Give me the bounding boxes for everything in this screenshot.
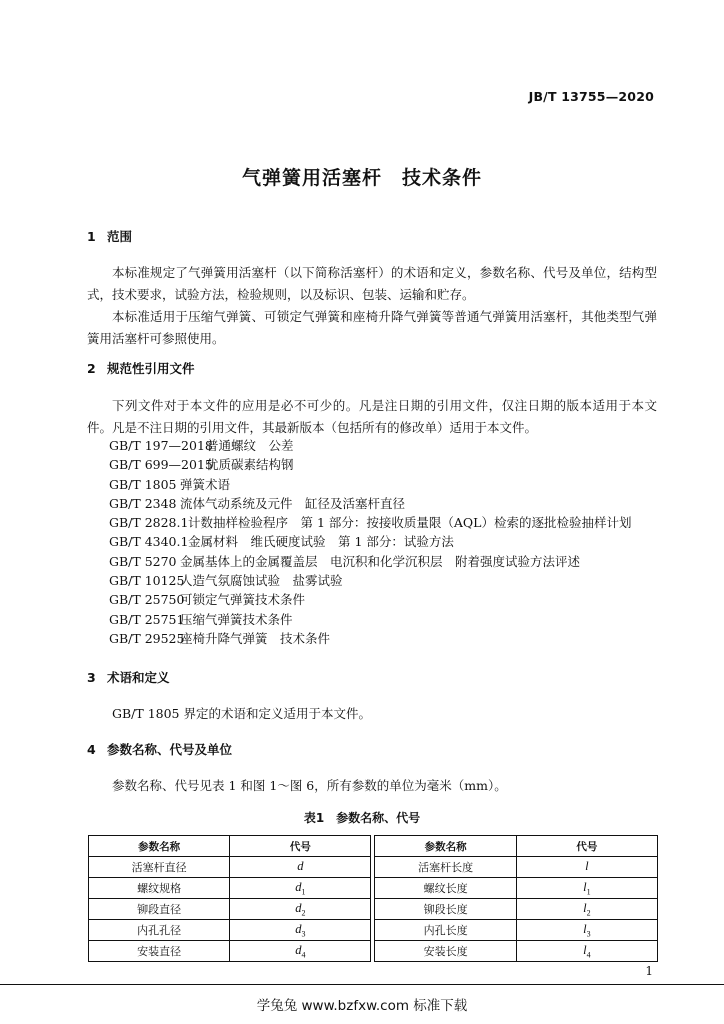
parameter-name: 活塞杆长度 (375, 857, 516, 878)
reference-item (109, 455, 631, 474)
table-caption: 表1 参数名称、代号 (303, 811, 421, 825)
parameter-name: 螺纹长度 (375, 878, 516, 899)
parameter-symbol: $d_1$ (230, 878, 371, 899)
reference-item (109, 494, 631, 513)
reference-code: GB/T 2348 (109, 495, 177, 511)
section-heading-normative-references (87, 359, 195, 377)
parameter-symbol: $d_3$ (230, 920, 371, 941)
section-number: 3 (87, 670, 96, 685)
reference-code: GB/T 2828.1 (109, 515, 189, 531)
reference-title: 普通螺纹 公差 (206, 438, 294, 453)
parameter-name: 内孔孔径 (89, 920, 230, 941)
parameter-symbol: d (230, 857, 371, 878)
reference-title: 可锁定气弹簧技术条件 (180, 592, 306, 608)
references-intro-paragraph: 下列文件对于本文件的应用是必不可少的。凡是注日期的引用文件，仅注日期的版本适用于本文件。凡是不注日期的引用文件，其最新版本（包括所有的修改单）适用于本文件。 (87, 398, 657, 435)
reference-code: GB/T 5270 (109, 553, 177, 569)
reference-item (109, 552, 631, 571)
standard-code: JB/T 13755—2020 (528, 89, 654, 104)
table-header-cell: 参数名称 (375, 836, 516, 857)
reference-title: 金属材料 维氏硬度试验 第 1 部分：试验方法 (188, 534, 454, 550)
table-row (89, 941, 658, 962)
reference-code: GB/T 25750 (109, 592, 185, 608)
section-heading-parameters (87, 740, 232, 758)
page-number: 1 (645, 964, 653, 978)
parameter-symbol: $l_1$ (516, 878, 657, 899)
table-header-cell: 参数名称 (89, 836, 230, 857)
scope-paragraph-2: 本标准适用于压缩气弹簧、可锁定气弹簧和座椅升降气弹簧等普通气弹簧用活塞杆，其他类型气弹簧用活塞杆可参照使用。 (87, 309, 657, 346)
section-number: 2 (87, 361, 96, 376)
reference-title: 座椅升降气弹簧 技术条件 (180, 630, 331, 646)
section-heading-scope (87, 227, 132, 245)
table-row (89, 878, 658, 899)
section-title: 参数名称、代号及单位 (107, 742, 233, 757)
reference-item (109, 532, 631, 551)
reference-item (109, 436, 631, 455)
reference-title: 金属基体上的金属覆盖层 电沉积和化学沉积层 附着强度试验方法评述 (180, 553, 581, 569)
table-row (89, 920, 658, 941)
footer-divider (0, 984, 724, 985)
section-title: 规范性引用文件 (107, 361, 195, 376)
reference-item (109, 629, 631, 648)
footer-watermark: 学兔兔 www.bzfxw.com 标准下载 (256, 998, 468, 1014)
parameter-symbol: $d_2$ (230, 899, 371, 920)
parameter-symbol: $l_4$ (516, 941, 657, 962)
table-row (89, 857, 658, 878)
parameter-name: 安装长度 (375, 941, 516, 962)
reference-title: 优质碳素结构钢 (206, 457, 294, 473)
parameter-name: 安装直径 (89, 941, 230, 962)
parameter-symbol: $d_4$ (230, 941, 371, 962)
table-header-cell: 代号 (230, 836, 371, 857)
reference-title: 流体气动系统及元件 缸径及活塞杆直径 (180, 495, 406, 511)
section-number: 1 (87, 229, 96, 244)
reference-item (109, 571, 631, 590)
parameter-name: 铆段长度 (375, 899, 516, 920)
table-header-cell: 代号 (516, 836, 657, 857)
reference-code: GB/T 1805 (109, 476, 177, 492)
parameters-paragraph: 参数名称、代号见表 1 和图 1～图 6，所有参数的单位为毫米（mm）。 (112, 778, 507, 793)
reference-title: 压缩气弹簧技术条件 (180, 611, 293, 627)
reference-code: GB/T 4340.1 (109, 534, 189, 550)
parameter-table (88, 835, 658, 962)
section-heading-terms-definitions (87, 668, 170, 686)
section-title: 范围 (107, 229, 133, 244)
parameter-symbol: $l_3$ (516, 920, 657, 941)
reference-code: GB/T 25751 (109, 611, 185, 627)
table-row (89, 899, 658, 920)
reference-item (109, 610, 631, 629)
table-header-row (89, 836, 658, 857)
reference-item (109, 513, 631, 532)
reference-title: 计数抽样检验程序 第 1 部分：按接收质量限（AQL）检索的逐批检验抽样计划 (188, 515, 632, 531)
terms-paragraph: GB/T 1805 界定的术语和定义适用于本文件。 (112, 706, 371, 721)
parameter-name: 铆段直径 (89, 899, 230, 920)
parameter-symbol: $l_2$ (516, 899, 657, 920)
reference-list (109, 436, 631, 648)
reference-item (109, 590, 631, 609)
reference-title: 弹簧术语 (180, 476, 231, 492)
parameter-symbol: l (516, 857, 657, 878)
parameter-name: 活塞杆直径 (89, 857, 230, 878)
reference-code: GB/T 29525 (109, 630, 185, 646)
reference-code: GB/T 10125 (109, 573, 185, 589)
parameter-name: 内孔长度 (375, 920, 516, 941)
reference-code: GB/T 197—2018 (109, 438, 213, 453)
document-title: 气弹簧用活塞杆 技术条件 (241, 167, 482, 189)
section-title: 术语和定义 (107, 670, 170, 685)
scope-paragraph-1: 本标准规定了气弹簧用活塞杆（以下简称活塞杆）的术语和定义，参数名称、代号及单位，结构型式，技术要求，试验方法，检验规则，以及标识、包装、运输和贮存。 (87, 265, 657, 302)
reference-item (109, 475, 631, 494)
reference-title: 人造气氛腐蚀试验 盐雾试验 (180, 573, 343, 589)
section-number: 4 (87, 742, 96, 757)
parameter-name: 螺纹规格 (89, 878, 230, 899)
reference-code: GB/T 699—2015 (109, 457, 213, 473)
